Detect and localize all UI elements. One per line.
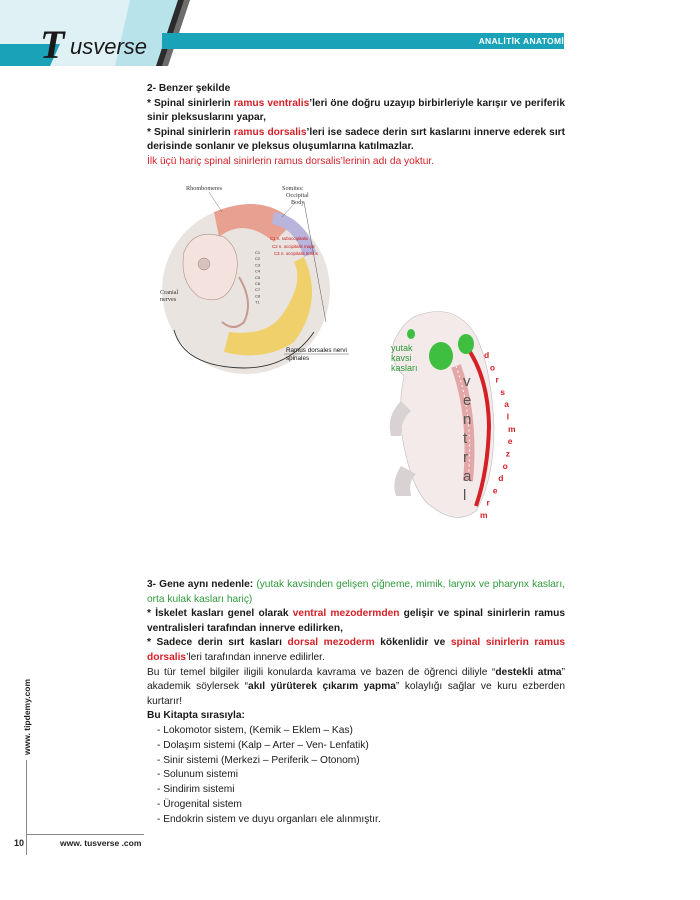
dorsal-letter: o — [489, 362, 496, 373]
list-item: - Endokrin sistem ve duyu organları ele alınmıştır. — [157, 813, 381, 825]
kaslari-label: kasları — [391, 363, 418, 373]
body-label: Body — [291, 199, 305, 206]
ventral-letter: v — [463, 373, 471, 390]
dorsal-letter: m — [508, 423, 516, 434]
page-number: 10 — [14, 838, 25, 848]
list-item: - Sindirim sistemi — [157, 784, 235, 796]
logo-text: usverse — [70, 34, 148, 59]
dorsal-letter: l — [506, 411, 510, 422]
dorsal-letter: r — [495, 374, 499, 385]
embryo-nerve-figure — [154, 182, 354, 378]
section-2-para-1: * Spinal sinirlerin ramus ventralis’leri öne doğru uzayıp birbirleriyle karışır ve periferik sinir pleksuslarını yapar, — [147, 97, 565, 124]
ventral-letter: l — [463, 487, 467, 504]
logo-letter: T — [40, 22, 65, 66]
ventral-letter: n — [463, 411, 472, 428]
dorsal-letter: d — [498, 473, 504, 484]
yutak-label: yutak — [391, 343, 413, 353]
segment-label: C2 — [255, 256, 261, 262]
segment-label: C3 — [255, 262, 261, 268]
ventral-letter: t — [463, 430, 468, 447]
list-item: - Solunum sistemi — [157, 769, 238, 781]
side-url[interactable]: www. tipdemy.com — [22, 678, 32, 755]
segment-label: C8 — [255, 293, 261, 299]
section-2-para-3: İlk üçü hariç spinal sinirlerin ramus dorsalis’lerinin adı da yoktur. — [147, 155, 435, 167]
dorsal-letter: r — [486, 497, 490, 508]
occipital-label: Occipital — [286, 192, 309, 199]
dorsal-letter: o — [502, 460, 508, 471]
section-2-title: 2- Benzer şekilde — [147, 83, 231, 94]
section-3-title: 3- Gene aynı nedenle: (yutak kavsinden gelişen çiğneme, mimik, larynx ve pharynx kasları, orta kulak kasları hariç) — [147, 579, 565, 605]
dorsal-letter: a — [504, 399, 509, 410]
section-2 — [147, 82, 565, 170]
segment-label: C6 — [255, 281, 261, 286]
kavsi-label: kavsi — [391, 353, 412, 363]
section-label: ANALİTİK ANATOMİ — [478, 36, 564, 46]
red-label-c3: C3 n. occipitalis tertius — [274, 251, 318, 256]
list-item: - Lokomotor sistem, (Kemik – Eklem – Kas) — [157, 724, 353, 736]
cranial-label: Cranial — [160, 289, 179, 296]
caption-line-1: Ramus dorsales nervi — [286, 347, 347, 354]
side-divider — [26, 760, 27, 855]
section-3-para-2: * Sadece derin sırt kasları dorsal mezoderm kökenlidir ve spinal sinirlerin ramus dorsalis’leri tarafından innerve edilirler. — [147, 637, 565, 663]
red-label-c1: C1 n. suboccipitalis — [270, 236, 308, 241]
section-2-para-2: * Spinal sinirlerin ramus dorsalis’leri ise sadece derin sırt kaslarını innerve ederek sırt derisinde sonlanır ve pleksus oluşumlarına katılmazlar. — [147, 126, 566, 153]
dorsal-letter: e — [507, 436, 513, 447]
fetus-mesoderm-figure — [376, 306, 536, 532]
segment-label: T1 — [255, 299, 260, 305]
dorsal-letter: e — [492, 485, 498, 496]
book-contents-list — [147, 724, 565, 828]
list-title: Bu Kitapta sırasıyla: — [147, 710, 245, 722]
dorsal-letter: m — [480, 510, 488, 520]
footer-url[interactable]: www. tusverse .com — [60, 838, 142, 848]
segment-label: C5 — [255, 274, 261, 280]
segment-labels — [255, 250, 261, 305]
section-3-para-1: * İskelet kasları genel olarak ventral mezodermden gelişir ve spinal sinirlerin ramus ventralisleri tarafından innerve edilirken, — [147, 608, 565, 634]
rhombomeres-label: Rhombomeres — [186, 185, 223, 192]
dorsal-letter: d — [484, 350, 490, 360]
dorsal-letter: z — [505, 448, 511, 459]
segment-label: C4 — [255, 268, 261, 274]
red-label-c2: C2 n. occipitalis major — [272, 244, 315, 249]
section-3-para-3: Bu tür temel bilgiler iligili konularda kavrama ve bazen de öğrenci diliyle “destekli atma” akademik söylersek “akıl yürüterek çıkarım yapma” kolaylığı sağlar ve kuru ezberden kurtarır! — [147, 666, 565, 707]
somites-label: Somites: — [282, 185, 304, 192]
segment-label: C7 — [255, 287, 261, 293]
ventral-letter: a — [463, 468, 472, 485]
ventral-letter: r — [463, 449, 468, 466]
dorsal-letter: s — [500, 386, 506, 397]
section-3 — [147, 578, 565, 828]
caption-line-2: spinales — [286, 355, 310, 362]
ventral-letter: e — [463, 392, 472, 409]
list-item: - Ürogenital sistem — [157, 798, 242, 810]
list-item: - Dolaşım sistemi (Kalp – Arter – Ven- Lenfatik) — [157, 739, 369, 751]
footer-divider — [26, 834, 144, 835]
nerves-label: nerves — [160, 296, 177, 303]
list-item: - Sinir sistemi (Merkezi – Periferik – Otonom) — [157, 754, 360, 766]
segment-label: C1 — [255, 250, 261, 255]
